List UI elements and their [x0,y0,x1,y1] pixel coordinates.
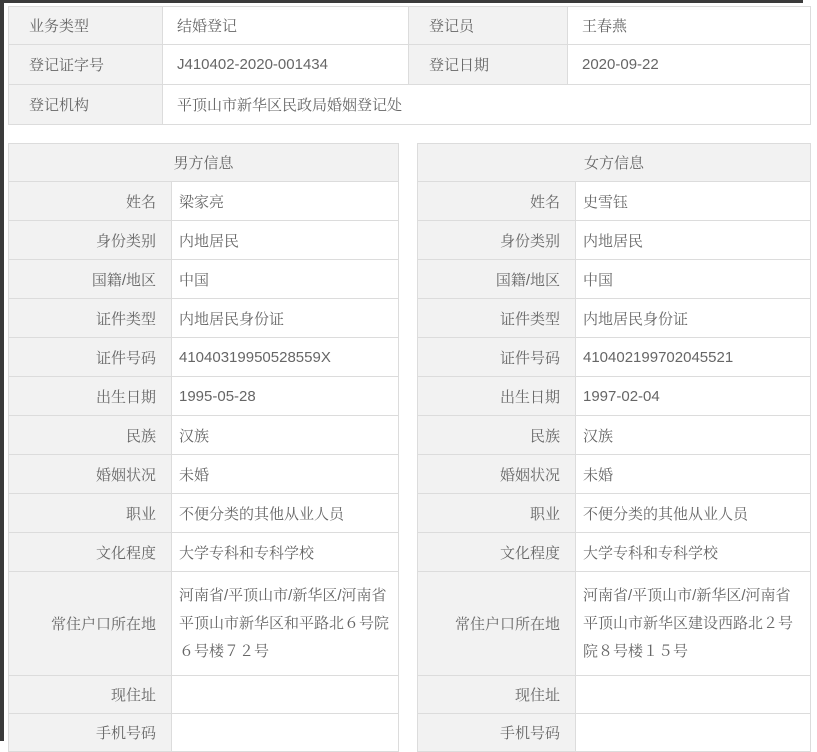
field-label: 姓名 [9,182,172,221]
table-row [418,533,811,572]
field-label: 身份类别 [9,221,172,260]
table-row [9,85,811,125]
table-row [9,260,399,299]
field-label: 文化程度 [418,533,576,572]
field-value: 内地居民 [576,221,811,260]
table-row [9,676,399,714]
field-label: 现住址 [9,676,172,714]
window-edge-top [0,0,803,3]
field-label: 证件类型 [418,299,576,338]
table-row [418,676,811,714]
field-label: 常住户口所在地 [9,572,172,676]
window-edge-left [0,0,4,741]
male-info-table [8,143,399,752]
registration-summary-table [8,6,811,125]
table-row [418,455,811,494]
field-label: 出生日期 [418,377,576,416]
field-label: 手机号码 [418,714,576,752]
field-label-certificate-number: 登记证字号 [9,45,163,85]
field-value: 梁家亮 [172,182,399,221]
female-info-title: 女方信息 [418,144,811,182]
field-value: 内地居民 [172,221,399,260]
table-row [9,338,399,377]
field-label: 民族 [9,416,172,455]
field-value: 中国 [172,260,399,299]
table-row [418,494,811,533]
male-info-title: 男方信息 [9,144,399,182]
table-row [418,416,811,455]
table-row [9,714,399,752]
field-value: 大学专科和专科学校 [172,533,399,572]
table-row [418,299,811,338]
table-row [9,572,399,676]
table-row [9,455,399,494]
field-value-certificate-number: J410402-2020-001434 [163,45,409,85]
field-value: 未婚 [576,455,811,494]
female-info-table [417,143,811,752]
field-label-registration-office: 登记机构 [9,85,163,125]
field-value [576,676,811,714]
field-label-registrar: 登记员 [409,7,568,45]
field-label: 国籍/地区 [9,260,172,299]
table-row [9,494,399,533]
field-label: 常住户口所在地 [418,572,576,676]
table-row [9,221,399,260]
field-value: 内地居民身份证 [576,299,811,338]
field-value: 1997-02-04 [576,377,811,416]
field-value: 1995-05-28 [172,377,399,416]
field-label: 民族 [418,416,576,455]
field-label: 职业 [418,494,576,533]
field-label: 手机号码 [9,714,172,752]
field-value: 汉族 [172,416,399,455]
table-row [418,182,811,221]
field-label: 身份类别 [418,221,576,260]
field-label: 现住址 [418,676,576,714]
field-value: 内地居民身份证 [172,299,399,338]
field-label: 婚姻状况 [418,455,576,494]
field-value: 河南省/平顶山市/新华区/河南省平顶山市新华区和平路北６号院６号楼７２号 [172,572,399,676]
field-label-registration-date: 登记日期 [409,45,568,85]
field-value-registration-office: 平顶山市新华区民政局婚姻登记处 [163,85,811,125]
table-row [9,377,399,416]
table-row [9,182,399,221]
field-label-business-type: 业务类型 [9,7,163,45]
table-row [418,221,811,260]
table-row [418,338,811,377]
table-row [418,260,811,299]
field-value: 河南省/平顶山市/新华区/河南省平顶山市新华区建设西路北２号院８号楼１５号 [576,572,811,676]
field-value-registrar: 王春燕 [568,7,811,45]
field-label: 证件号码 [418,338,576,377]
field-value [172,714,399,752]
table-row [9,299,399,338]
field-value [172,676,399,714]
field-label: 国籍/地区 [418,260,576,299]
table-row [9,7,811,45]
field-value: 汉族 [576,416,811,455]
field-value: 大学专科和专科学校 [576,533,811,572]
field-value: 410402199702045521 [576,338,811,377]
field-label: 证件号码 [9,338,172,377]
field-value: 中国 [576,260,811,299]
field-value: 41040319950528559X [172,338,399,377]
field-label: 文化程度 [9,533,172,572]
table-row [9,416,399,455]
field-value: 不便分类的其他从业人员 [576,494,811,533]
field-value: 史雪钰 [576,182,811,221]
field-label: 姓名 [418,182,576,221]
table-header-row [9,144,399,182]
field-value-business-type: 结婚登记 [163,7,409,45]
field-label: 职业 [9,494,172,533]
field-value-registration-date: 2020-09-22 [568,45,811,85]
table-row [9,45,811,85]
field-value: 未婚 [172,455,399,494]
field-value [576,714,811,752]
field-value: 不便分类的其他从业人员 [172,494,399,533]
table-row [418,572,811,676]
field-label: 婚姻状况 [9,455,172,494]
field-label: 证件类型 [9,299,172,338]
table-row [418,714,811,752]
table-row [9,533,399,572]
table-row [418,377,811,416]
table-header-row [418,144,811,182]
field-label: 出生日期 [9,377,172,416]
